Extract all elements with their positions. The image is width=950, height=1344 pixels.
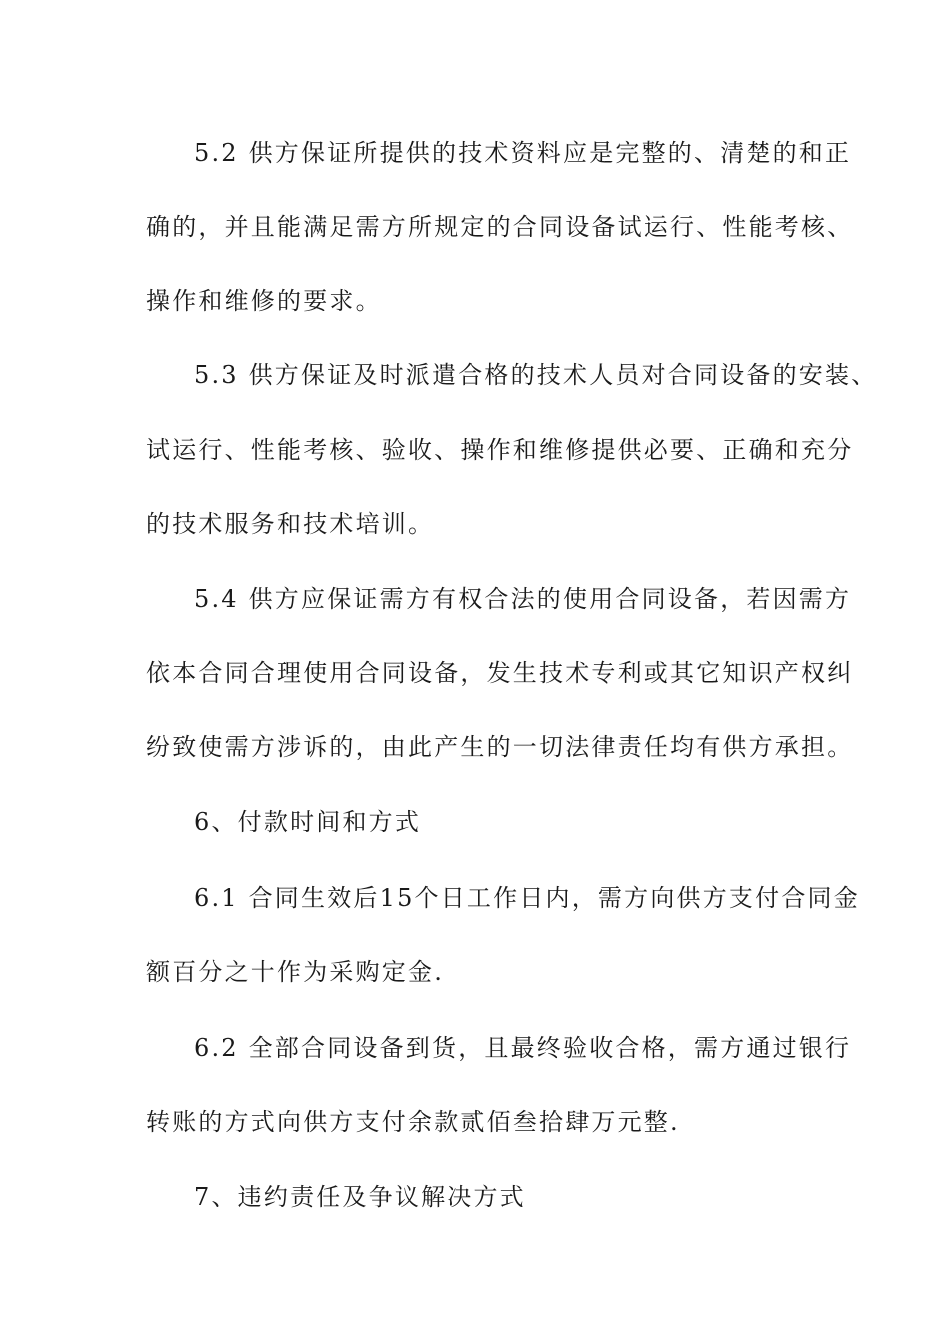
section-7-heading: 7、违约责任及争议解决方式 bbox=[194, 1183, 526, 1211]
clause-5-2-line-3: 操作和维修的要求。 bbox=[146, 287, 382, 315]
clause-6-1-line-1: 6.1 合同生效后15个日工作日内，需方向供方支付合同金 bbox=[194, 884, 860, 912]
clause-6-1-line-2: 额百分之十作为采购定金. bbox=[146, 958, 445, 986]
clause-5-3-line-2: 试运行、性能考核、验收、操作和维修提供必要、正确和充分 bbox=[146, 436, 854, 464]
clause-5-2-line-2: 确的，并且能满足需方所规定的合同设备试运行、性能考核、 bbox=[146, 213, 854, 241]
clause-5-4-line-1: 5.4 供方应保证需方有权合法的使用合同设备，若因需方 bbox=[194, 585, 852, 613]
clause-5-4-line-3: 纷致使需方涉诉的，由此产生的一切法律责任均有供方承担。 bbox=[146, 733, 854, 761]
clause-5-4-line-2: 依本合同合理使用合同设备，发生技术专利或其它知识产权纠 bbox=[146, 659, 854, 687]
section-6-heading: 6、付款时间和方式 bbox=[194, 808, 422, 836]
clause-5-2-line-1: 5.2 供方保证所提供的技术资料应是完整的、清楚的和正 bbox=[194, 139, 852, 167]
clause-5-3-line-1: 5.3 供方保证及时派遣合格的技术人员对合同设备的安装、 bbox=[194, 361, 878, 389]
clause-5-3-line-3: 的技术服务和技术培训。 bbox=[146, 510, 435, 538]
clause-6-2-line-1: 6.2 全部合同设备到货，且最终验收合格，需方通过银行 bbox=[194, 1034, 852, 1062]
clause-6-2-line-2: 转账的方式向供方支付余款贰佰叁拾肆万元整. bbox=[146, 1108, 680, 1136]
